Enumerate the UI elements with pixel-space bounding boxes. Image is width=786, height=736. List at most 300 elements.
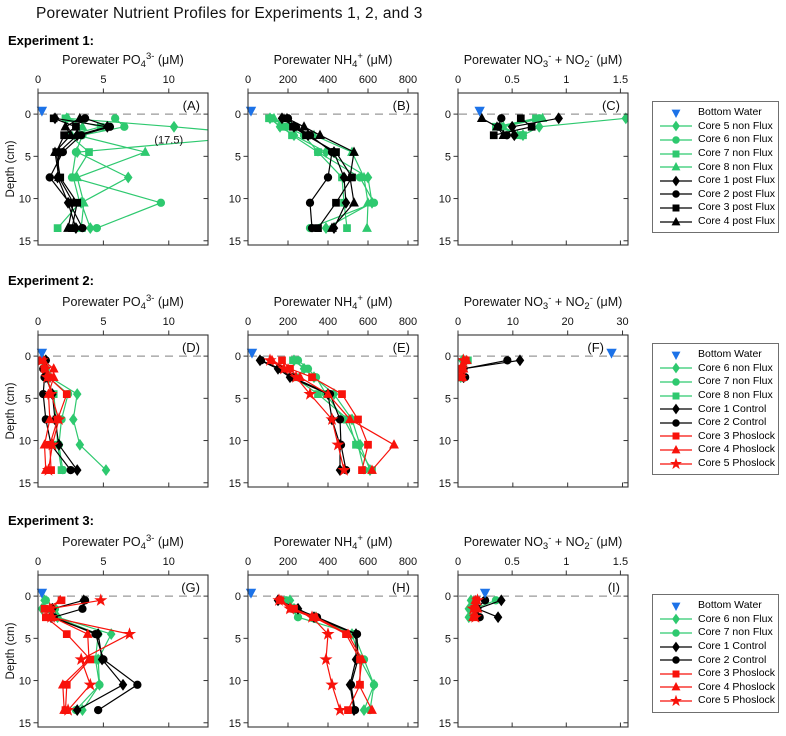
square-marker-icon	[54, 225, 61, 232]
legend-sample-triangle-up-icon	[658, 161, 694, 173]
x-tick-label: 0	[244, 556, 252, 568]
chart-panel-C	[424, 48, 640, 253]
chart-panel-G	[4, 530, 220, 735]
legend-sample-circle-icon	[658, 376, 694, 388]
circle-marker-icon	[42, 597, 49, 604]
y-tick-label: 0	[234, 109, 241, 122]
circle-marker-icon	[498, 115, 505, 122]
y-tick-label: 0	[444, 109, 451, 122]
y-tick-label: 5	[234, 393, 241, 406]
legend-entry-label: Core 6 non Flux	[698, 133, 773, 146]
diamond-marker-icon	[555, 113, 562, 123]
star-marker-icon	[85, 679, 95, 689]
square-marker-icon	[673, 671, 679, 677]
legend-entry	[658, 160, 774, 174]
chart-panel-B	[214, 48, 430, 253]
x-tick-label: 10	[162, 74, 175, 86]
square-marker-icon	[315, 391, 322, 398]
legend-entry	[658, 653, 774, 667]
legend-entry	[658, 443, 774, 457]
square-marker-icon	[528, 123, 535, 130]
circle-marker-icon	[336, 416, 343, 423]
diamond-marker-icon	[673, 615, 679, 624]
x-tick-label: 200	[278, 316, 298, 328]
legend-entry-label: Core 7 non Flux	[698, 375, 773, 388]
panel-letter: (F)	[587, 340, 604, 355]
y-tick-label: 0	[444, 351, 451, 364]
legend-entry-label: Core 2 Control	[698, 653, 767, 666]
legend-sample-square-icon	[658, 668, 694, 680]
star-marker-icon	[671, 459, 680, 468]
legend-entry	[658, 188, 774, 202]
diamond-marker-icon	[125, 172, 132, 182]
y-tick-label: 10	[18, 435, 31, 448]
legend-sample-square-icon	[658, 390, 694, 402]
square-marker-icon	[673, 393, 679, 399]
square-marker-icon	[303, 132, 310, 139]
circle-marker-icon	[106, 123, 113, 130]
y-tick-label: 10	[228, 675, 241, 688]
legend-sample-triangle-down-icon	[658, 349, 694, 361]
x-tick-label: 10	[162, 556, 175, 568]
figure-title: Porewater Nutrient Profiles for Experiments 1, 2, and 3	[36, 5, 423, 22]
diamond-marker-icon	[494, 612, 501, 622]
legend-sample-diamond-icon	[658, 403, 694, 415]
x-tick-label: 0.5	[504, 74, 520, 86]
y-tick-label: 5	[24, 633, 31, 646]
square-marker-icon	[315, 225, 322, 232]
x-tick-label: 800	[398, 556, 418, 568]
x-tick-label: 0	[244, 316, 252, 328]
y-tick-label: 15	[18, 477, 31, 490]
x-tick-label: 0.5	[504, 556, 520, 568]
panel-letter: (E)	[392, 340, 410, 355]
legend-entry	[658, 694, 774, 708]
square-marker-icon	[365, 441, 372, 448]
legend-experiment-1	[652, 101, 779, 233]
chart-panel-I	[424, 530, 640, 735]
x-tick-label: 200	[278, 74, 298, 86]
circle-marker-icon	[59, 148, 66, 155]
diamond-marker-icon	[74, 389, 81, 399]
circle-marker-icon	[79, 605, 86, 612]
square-marker-icon	[58, 467, 65, 474]
chart-svg-H	[214, 530, 430, 735]
square-marker-icon	[333, 149, 340, 156]
circle-marker-icon	[673, 420, 679, 426]
legend-experiment-3	[652, 594, 779, 713]
chart-title: Porewater $NO_3^- + NO_2^-$ (μM)	[463, 293, 623, 312]
legend-entry	[658, 389, 774, 403]
y-tick-label: 15	[18, 235, 31, 248]
chart-svg-I	[424, 530, 640, 735]
star-marker-icon	[327, 679, 337, 689]
triangle-down-marker-icon	[672, 603, 679, 610]
legend-entry	[658, 613, 774, 627]
y-tick-label: 5	[234, 151, 241, 164]
legend-entry-label: Core 5 Phoslock	[698, 457, 776, 470]
chart-svg-B	[214, 48, 430, 253]
y-tick-label: 15	[438, 717, 451, 730]
legend-sample-circle-icon	[658, 627, 694, 639]
depth-axis-label: Depth (cm)	[5, 140, 17, 198]
y-tick-label: 10	[438, 435, 451, 448]
x-tick-label: 1	[563, 74, 570, 86]
chart-panel-D	[4, 290, 220, 495]
diamond-marker-icon	[76, 440, 83, 450]
x-tick-label: 0	[34, 74, 42, 86]
legend-entry-label: Core 2 post Flux	[698, 187, 776, 200]
section-label-experiment-1: Experiment 1:	[8, 33, 94, 48]
chart-title: Porewater $NH_4^+$ (μM)	[273, 293, 393, 312]
square-marker-icon	[355, 416, 362, 423]
legend-sample-diamond-icon	[658, 613, 694, 625]
square-marker-icon	[315, 149, 322, 156]
legend-entry	[658, 667, 774, 681]
chart-title: Porewater $NH_4^+$ (μM)	[273, 51, 393, 70]
legend-sample-diamond-icon	[658, 641, 694, 653]
chart-title: Porewater $PO_4^{3-}$ (μM)	[62, 293, 184, 312]
legend-sample-circle-icon	[658, 654, 694, 666]
chart-svg-C	[424, 48, 640, 253]
y-tick-label: 10	[438, 193, 451, 206]
y-tick-label: 10	[18, 675, 31, 688]
panel-letter: (A)	[182, 98, 200, 113]
circle-marker-icon	[673, 657, 679, 663]
chart-panel-A	[4, 48, 220, 253]
legend-entry	[658, 457, 774, 471]
star-marker-icon	[124, 629, 134, 639]
legend-entry	[658, 416, 774, 430]
chart-svg-E	[214, 290, 430, 495]
circle-marker-icon	[157, 199, 164, 206]
circle-marker-icon	[673, 379, 679, 385]
legend-sample-circle-icon	[658, 188, 694, 200]
x-tick-label: 600	[358, 74, 378, 86]
square-marker-icon	[344, 225, 351, 232]
square-marker-icon	[303, 365, 310, 372]
square-marker-icon	[290, 123, 297, 130]
legend-entry	[658, 626, 774, 640]
panel-letter: (B)	[392, 98, 410, 113]
legend-sample-triangle-up-icon	[658, 681, 694, 693]
x-tick-label: 5	[100, 316, 107, 328]
y-tick-label: 0	[444, 591, 451, 604]
panel-letter: (G)	[181, 580, 200, 595]
legend-sample-diamond-icon	[658, 362, 694, 374]
offscale-value-annotation: (17.5)	[154, 134, 184, 147]
legend-entry-label: Core 8 non Flux	[698, 389, 773, 402]
legend-entry-label: Bottom Water	[698, 599, 762, 612]
diamond-marker-icon	[673, 405, 679, 414]
triangle-up-marker-icon	[316, 131, 324, 139]
circle-marker-icon	[94, 706, 101, 713]
x-tick-label: 1.5	[612, 74, 629, 86]
diamond-marker-icon	[516, 355, 523, 365]
square-marker-icon	[673, 205, 679, 211]
triangle-up-marker-icon	[363, 224, 371, 232]
legend-entry	[658, 681, 774, 695]
square-marker-icon	[86, 149, 93, 156]
circle-marker-icon	[351, 706, 358, 713]
triangle-up-marker-icon	[300, 122, 308, 130]
circle-marker-icon	[92, 630, 99, 637]
legend-sample-triangle-up-icon	[658, 216, 694, 228]
circle-marker-icon	[79, 224, 86, 231]
y-tick-label: 0	[234, 351, 241, 364]
series-line	[261, 360, 346, 470]
circle-marker-icon	[111, 115, 118, 122]
circle-marker-icon	[347, 681, 354, 688]
y-tick-label: 15	[438, 235, 451, 248]
x-tick-label: 5	[100, 74, 107, 86]
circle-marker-icon	[46, 174, 53, 181]
square-marker-icon	[279, 357, 286, 364]
x-tick-label: 0	[244, 74, 252, 86]
y-tick-label: 5	[234, 633, 241, 646]
legend-entry	[658, 348, 774, 362]
panel-letter: (C)	[601, 98, 620, 113]
square-marker-icon	[490, 132, 497, 139]
star-marker-icon	[335, 705, 345, 715]
circle-marker-icon	[504, 357, 511, 364]
legend-sample-triangle-up-icon	[658, 444, 694, 456]
legend-sample-square-icon	[658, 430, 694, 442]
circle-marker-icon	[673, 191, 679, 197]
chart-panel-F	[424, 290, 640, 495]
legend-entry	[658, 402, 774, 416]
diamond-marker-icon	[170, 122, 177, 132]
circle-marker-icon	[673, 137, 679, 143]
legend-entry	[658, 106, 774, 120]
legend-sample-star-icon	[658, 458, 694, 470]
y-tick-label: 15	[18, 717, 31, 730]
x-tick-label: 1	[563, 556, 570, 568]
legend-experiment-2	[652, 343, 779, 475]
y-tick-label: 5	[444, 633, 451, 646]
y-tick-label: 10	[18, 193, 31, 206]
diamond-marker-icon	[498, 595, 505, 605]
y-tick-label: 15	[228, 477, 241, 490]
legend-entry	[658, 640, 774, 654]
circle-marker-icon	[72, 148, 79, 155]
legend-entry-label: Core 1 Control	[698, 402, 767, 415]
y-tick-label: 5	[24, 393, 31, 406]
legend-entry	[658, 147, 774, 161]
legend-entry-label: Core 6 non Flux	[698, 361, 773, 374]
x-tick-label: 10	[162, 316, 175, 328]
legend-entry	[658, 215, 774, 229]
chart-svg-D	[4, 290, 220, 495]
x-tick-label: 10	[506, 316, 519, 328]
circle-marker-icon	[93, 224, 100, 231]
diamond-marker-icon	[673, 122, 679, 131]
x-tick-label: 30	[616, 316, 629, 328]
y-tick-label: 0	[234, 591, 241, 604]
legend-entry-label: Core 3 Phoslock	[698, 429, 776, 442]
square-marker-icon	[73, 123, 80, 130]
legend-entry-label: Core 2 Control	[698, 416, 767, 429]
legend-entry-label: Core 4 Phoslock	[698, 443, 776, 456]
circle-marker-icon	[121, 123, 128, 130]
series-line	[50, 600, 130, 710]
chart-title: Porewater $PO_4^{3-}$ (μM)	[62, 51, 184, 70]
square-marker-icon	[673, 433, 679, 439]
square-marker-icon	[353, 441, 360, 448]
y-tick-label: 0	[24, 351, 31, 364]
legend-entry	[658, 599, 774, 613]
square-marker-icon	[309, 374, 316, 381]
x-tick-label: 400	[318, 74, 338, 86]
circle-marker-icon	[100, 656, 107, 663]
x-tick-label: 0	[454, 74, 462, 86]
y-tick-label: 15	[228, 235, 241, 248]
legend-entry-label: Core 3 post Flux	[698, 201, 776, 214]
legend-sample-diamond-icon	[658, 175, 694, 187]
chart-title: Porewater $NO_3^- + NO_2^-$ (μM)	[463, 51, 623, 70]
square-marker-icon	[673, 151, 679, 157]
legend-sample-square-icon	[658, 148, 694, 160]
legend-entry-label: Core 4 post Flux	[698, 215, 776, 228]
y-tick-label: 10	[438, 675, 451, 688]
panel-letter: (H)	[391, 580, 410, 595]
legend-sample-square-icon	[658, 202, 694, 214]
x-tick-label: 0	[454, 556, 462, 568]
diamond-marker-icon	[673, 176, 679, 185]
square-marker-icon	[63, 631, 70, 638]
panel-letter: (I)	[607, 580, 620, 595]
legend-entry	[658, 375, 774, 389]
legend-entry-label: Core 7 non Flux	[698, 626, 773, 639]
legend-entry-label: Core 3 Phoslock	[698, 667, 776, 680]
legend-entry-label: Core 6 non Flux	[698, 612, 773, 625]
square-marker-icon	[359, 467, 366, 474]
square-marker-icon	[517, 115, 524, 122]
y-tick-label: 10	[228, 435, 241, 448]
x-tick-label: 0	[34, 316, 42, 328]
x-tick-label: 400	[318, 556, 338, 568]
square-marker-icon	[290, 357, 297, 364]
series-line	[272, 118, 374, 228]
legend-entry	[658, 174, 774, 188]
square-marker-icon	[63, 391, 70, 398]
y-tick-label: 5	[444, 393, 451, 406]
x-tick-label: 1.5	[612, 556, 629, 568]
legend-sample-triangle-down-icon	[658, 600, 694, 612]
x-tick-label: 800	[398, 74, 418, 86]
axes-frame	[458, 335, 628, 487]
x-tick-label: 600	[358, 556, 378, 568]
y-tick-label: 5	[444, 151, 451, 164]
chart-svg-A	[4, 48, 220, 253]
chart-svg-G	[4, 530, 220, 735]
legend-entry	[658, 201, 774, 215]
circle-marker-icon	[67, 466, 74, 473]
x-tick-label: 600	[358, 316, 378, 328]
diamond-marker-icon	[70, 414, 77, 424]
legend-entry	[658, 133, 774, 147]
section-label-experiment-3: Experiment 3:	[8, 513, 94, 528]
triangle-up-marker-icon	[350, 198, 358, 206]
section-label-experiment-2: Experiment 2:	[8, 273, 94, 288]
depth-axis-label: Depth (cm)	[5, 382, 17, 440]
legend-entry-label: Bottom Water	[698, 106, 762, 119]
legend-sample-circle-icon	[658, 417, 694, 429]
legend-entry-label: Core 5 Phoslock	[698, 694, 776, 707]
legend-entry-label: Core 1 post Flux	[698, 174, 776, 187]
chart-title: Porewater $NO_3^- + NO_2^-$ (μM)	[463, 533, 623, 552]
x-tick-label: 0	[34, 556, 42, 568]
x-tick-label: 800	[398, 316, 418, 328]
circle-marker-icon	[257, 357, 264, 364]
legend-entry-label: Core 1 Control	[698, 640, 767, 653]
chart-title: Porewater $PO_4^{3-}$ (μM)	[62, 533, 184, 552]
legend-sample-triangle-down-icon	[658, 107, 694, 119]
x-tick-label: 0	[454, 316, 462, 328]
circle-marker-icon	[77, 132, 84, 139]
y-tick-label: 5	[24, 151, 31, 164]
x-tick-label: 200	[278, 556, 298, 568]
circle-marker-icon	[673, 630, 679, 636]
y-tick-label: 15	[228, 717, 241, 730]
legend-sample-star-icon	[658, 695, 694, 707]
legend-entry-label: Core 5 non Flux	[698, 119, 773, 132]
y-tick-label: 15	[438, 477, 451, 490]
square-marker-icon	[333, 199, 340, 206]
chart-svg-F	[424, 290, 640, 495]
diamond-marker-icon	[536, 122, 543, 132]
star-marker-icon	[671, 696, 680, 705]
legend-entry	[658, 430, 774, 444]
diamond-marker-icon	[673, 642, 679, 651]
panel-letter: (D)	[181, 340, 200, 355]
triangle-down-marker-icon	[672, 352, 679, 359]
square-marker-icon	[50, 115, 57, 122]
y-tick-label: 0	[24, 591, 31, 604]
legend-entry	[658, 120, 774, 134]
diamond-marker-icon	[102, 465, 109, 475]
triangle-up-marker-icon	[390, 440, 398, 448]
circle-marker-icon	[324, 174, 331, 181]
circle-marker-icon	[96, 681, 103, 688]
chart-panel-H	[214, 530, 430, 735]
y-tick-label: 0	[24, 109, 31, 122]
square-marker-icon	[289, 132, 296, 139]
square-marker-icon	[61, 132, 68, 139]
diamond-marker-icon	[673, 364, 679, 373]
square-marker-icon	[345, 707, 352, 714]
y-tick-label: 10	[228, 193, 241, 206]
depth-axis-label: Depth (cm)	[5, 622, 17, 680]
legend-entry	[658, 362, 774, 376]
legend-entry-label: Bottom Water	[698, 348, 762, 361]
triangle-up-marker-icon	[50, 364, 58, 372]
star-marker-icon	[321, 654, 331, 664]
circle-marker-icon	[370, 681, 377, 688]
chart-title: Porewater $NH_4^+$ (μM)	[273, 533, 393, 552]
chart-panel-E	[214, 290, 430, 495]
legend-entry-label: Core 7 non Flux	[698, 147, 773, 160]
circle-marker-icon	[306, 199, 313, 206]
x-tick-label: 20	[561, 316, 574, 328]
x-tick-label: 5	[100, 556, 107, 568]
circle-marker-icon	[353, 630, 360, 637]
square-marker-icon	[339, 391, 346, 398]
circle-marker-icon	[134, 681, 141, 688]
legend-sample-diamond-icon	[658, 120, 694, 132]
legend-entry-label: Core 8 non Flux	[698, 160, 773, 173]
x-tick-label: 400	[318, 316, 338, 328]
